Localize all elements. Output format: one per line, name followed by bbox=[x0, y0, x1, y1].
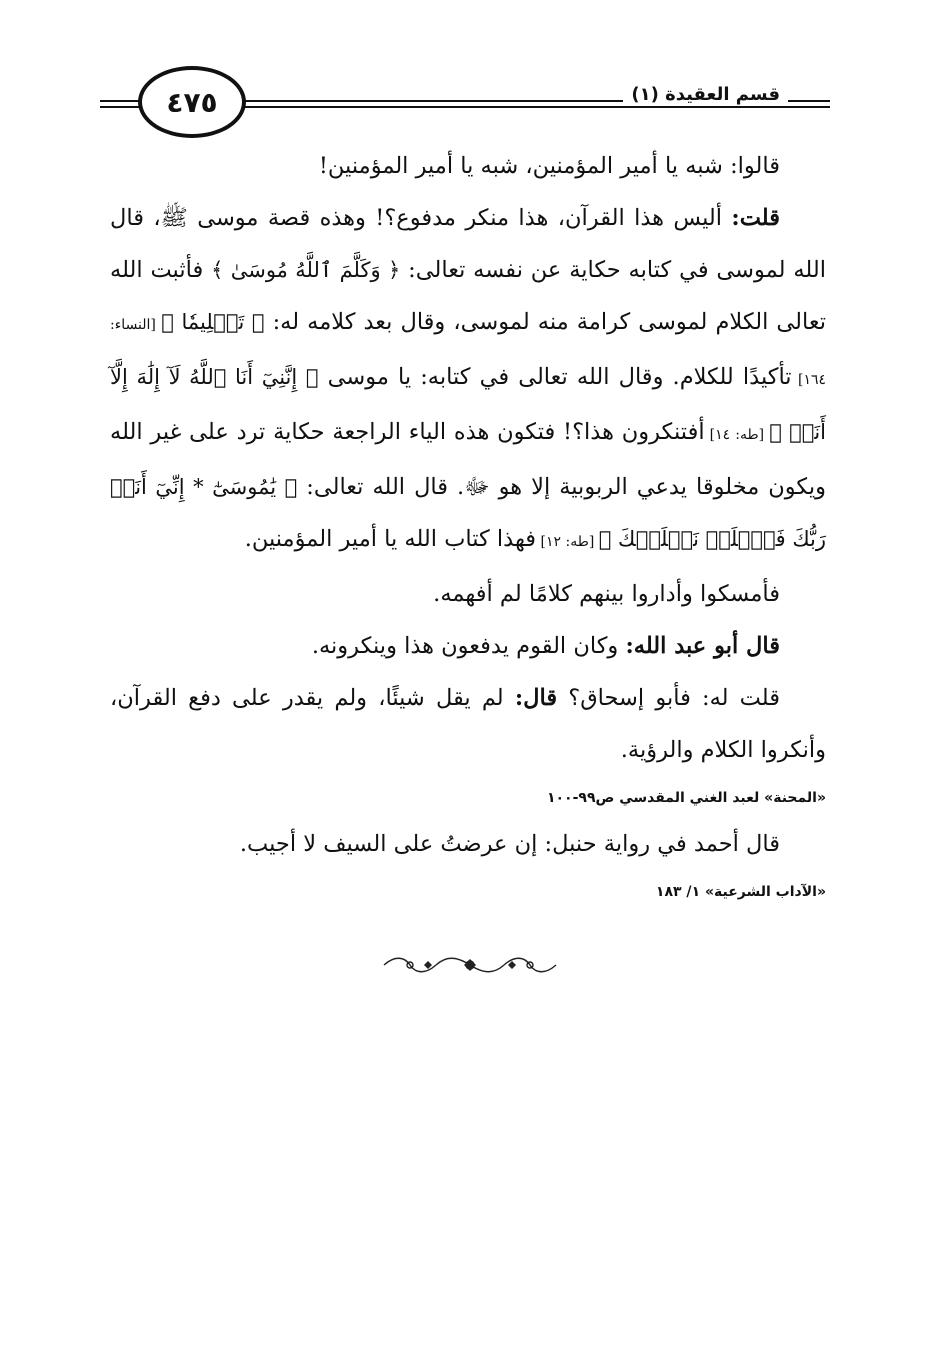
paragraph-4 bbox=[110, 620, 826, 672]
paragraph-6 bbox=[110, 818, 826, 870]
paragraph-2-text-d: أفتنكرون هذا؟! فتكون هذه الياء الراجعة حكاية ترد على غير الله ويكون مخلوقا يدعي الربوبية إلا هو ﷻ. قال الله تعالى: bbox=[110, 419, 826, 500]
quran-verse-3: ﴿ إِنَّنِيٓ أَنَا ٱللَّهُ لَآ إِلَٰهَ إِلَّآ أَنَا۠ ﴾ bbox=[110, 365, 827, 444]
paragraph-2-text-a: أليس هذا القرآن، هذا منكر مدفوع؟! وهذه قصة موسى ﷺ، قال الله لموسى في كتابه حكاية عن نفسه تعالى: bbox=[110, 205, 826, 283]
page-header bbox=[100, 62, 830, 146]
main-text bbox=[110, 140, 826, 912]
paragraph-2 bbox=[110, 192, 826, 568]
quran-verse-4: ﴿ يَٰمُوسَىٰٓ * إِنِّيٓ أَنَا۠ رَبُّكَ فَٱخۡلَعۡ نَعۡلَيۡكَ ﴾ bbox=[110, 475, 826, 551]
speaker-label-abu-abdullah: قال أبو عبد الله: bbox=[625, 633, 780, 659]
source-citation-1: «المحنة» لعبد الغني المقدسي ص٩٩-١٠٠ bbox=[546, 790, 826, 806]
paragraph-2-text-b: فأثبت الله تعالى الكلام لموسى كرامة منه لموسى، وقال بعد كلامه له: bbox=[110, 257, 826, 335]
paragraph-3-text: فأمسكوا وأداروا بينهم كلامًا لم أفهمه. bbox=[433, 581, 780, 607]
speaker-label-qultu: قلت: bbox=[731, 205, 780, 231]
paragraph-2-text-c: تأكيدًا للكلام. وقال الله تعالى في كتابه: يا موسى bbox=[318, 364, 792, 390]
ornament-icon bbox=[380, 954, 560, 976]
running-title: قسم العقيدة (١) bbox=[623, 84, 788, 105]
page-number-oval bbox=[138, 66, 246, 138]
speaker-label-qala: قال: bbox=[514, 685, 558, 711]
quran-verse-1: ﴿ وَكَلَّمَ ٱللَّهُ مُوسَىٰ ﴾ bbox=[211, 258, 401, 282]
paragraph-3 bbox=[110, 568, 826, 620]
paragraph-1-text: قالوا: شبه يا أمير المؤمنين، شبه يا أمير المؤمنين! bbox=[318, 153, 780, 179]
verse-ref-4: [طه: ١٢] bbox=[536, 534, 599, 550]
paragraph-2-text-e: فهذا كتاب الله يا أمير المؤمنين. bbox=[244, 526, 537, 552]
paragraph-6-text: قال أحمد في رواية حنبل: إن عرضتُ على السيف لا أجيب. bbox=[239, 831, 780, 857]
paragraph-4-text: وكان القوم يدفعون هذا وينكرونه. bbox=[311, 633, 626, 659]
paragraph-5 bbox=[110, 672, 826, 776]
decorative-divider-ornament bbox=[380, 954, 560, 976]
quran-verse-2: ﴿ تَكۡلِيمٗا ﴾ bbox=[161, 310, 265, 334]
verse-ref-2: [النساء: ١٦٤] bbox=[110, 317, 826, 388]
verse-ref-3: [طه: ١٤] bbox=[704, 427, 770, 443]
paragraph-5-text-a: قلت له: فأبو إسحاق؟ bbox=[557, 685, 780, 711]
page-number: ٤٧٥ bbox=[166, 85, 218, 119]
source-citation-2: «الآداب الشرعية» ١/ ١٨٣ bbox=[655, 884, 826, 900]
paragraph-1 bbox=[110, 140, 826, 192]
paragraph-5-text-b: لم يقل شيئًا، ولم يقدر على دفع القرآن، وأنكروا الكلام والرؤية. bbox=[110, 685, 826, 763]
